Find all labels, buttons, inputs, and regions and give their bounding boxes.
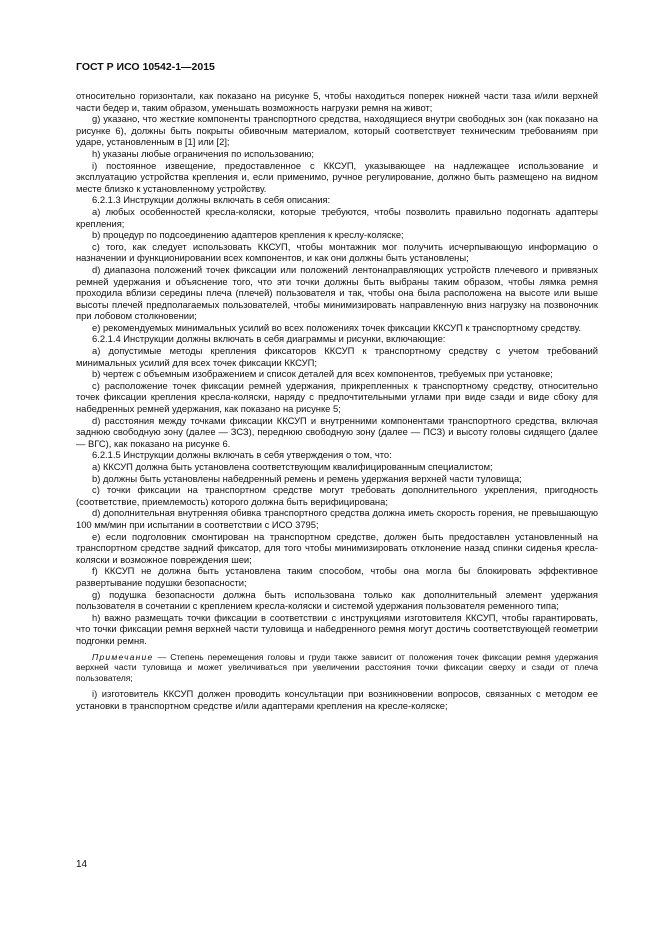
section-heading: 6.2.1.4 Инструкции должны включать в себя диаграммы и рисунки, включающие: bbox=[92, 333, 446, 345]
paragraph: d) расстояния между точками фиксации ККСУП и внутренними компонентами транспортного средства, включая заднюю свободную зону (далее — ЗСЗ), переднюю свободную зону (далее — ПСЗ) и высоту головы сидящего (далее — ВГС), как показано на рисунке 6. bbox=[76, 414, 598, 449]
paragraph: i) постоянное извещение, предоставленное с ККСУП, указывающее на надлежащее использование и эксплуатацию устройства крепления и, если применимо, ручное регулирование, должно быть размещено на видном месте близко к установленному устройству. bbox=[76, 159, 598, 194]
paragraph: g) подушка безопасности должна быть использована только как дополнительный элемент удержания пользователя в сочетании с креплением кресла-коляски и системой удержания пользователя ременного типа; bbox=[76, 588, 598, 612]
note-label: Примечание bbox=[92, 651, 154, 662]
paragraph: относительно горизонтали, как показано на рисунке 5, чтобы находиться поперек нижней части таза и/или верхней части бедер и, таким образом, уменьшать возможность нагрузки ремня на живот; bbox=[76, 90, 598, 113]
page-number: 14 bbox=[76, 859, 88, 870]
paragraph: b) чертеж с объемным изображением и список деталей для всех компонентов, требуемых при установке; bbox=[92, 368, 553, 380]
paragraph: e) если подголовник смонтирован на транспортном средстве, должен быть предоставлен установленный на транспортном средстве задний фиксатор, для того чтобы минимизировать отклонение назад спинки сиденья кресла-коляски и возможное повреждения шеи; bbox=[76, 530, 598, 565]
paragraph: c) расположение точек фиксации ремней удержания, прикрепленных к транспортному средству, относительно точек фиксации крепления кресла-коляски, наряду с предпочтительными углами при виде сзади и виде сбоку для набедренных ремней удержания, как показано на рисунке 5; bbox=[76, 379, 598, 415]
paragraph: a) любых особенностей кресла-коляски, которые требуются, чтобы позволить правильно подогнать адаптеры крепления; bbox=[76, 205, 598, 229]
document-body bbox=[76, 90, 598, 711]
paragraph: d) дополнительная внутренняя обивка транспортного средства должна иметь скорость горения, не превышающую 100 мм/мин при испытании в соответствии с ИСО 3795; bbox=[76, 507, 598, 530]
paragraph: h) важно размещать точки фиксации в соответствии с инструкциями изготовителя ККСУП, чтобы гарантировать, что точки фиксации ремня верхней части туловища и набедренного ремня могут достичь соответствующей геометрии подгонки ремня. bbox=[76, 611, 598, 646]
section-heading: 6.2.1.3 Инструкции должны включать в себя описания: bbox=[92, 194, 331, 206]
paragraph: f) ККСУП не должна быть установлена таким способом, чтобы она могла бы блокировать эффективное развертывание подушки безопасности; bbox=[76, 565, 598, 588]
paragraph: c) точки фиксации на транспортном средстве могут требовать дополнительного укрепления, пригодность (соответствие, приемлемость) которого должна быть верифицирована; bbox=[76, 484, 598, 507]
document-header: ГОСТ Р ИСО 10542-1—2015 bbox=[76, 61, 215, 73]
paragraph: g) указано, что жесткие компоненты транспортного средства, находящиеся внутри свободных зон (как показано на рисунке 6), должны быть покрыты обивочным материалом, который соответствует техническим требованиям при ударе, установленным в [1] или [2]; bbox=[76, 113, 598, 148]
paragraph: e) рекомендуемых минимальных усилий во всех положениях точек фиксации ККСУП к транспортному средству. bbox=[92, 321, 582, 333]
section-heading: 6.2.1.5 Инструкции должны включать в себя утверждения о том, что: bbox=[92, 449, 392, 461]
note-text: — Степень перемещения головы и груди также зависит от положения точек фиксации ремня удержания верхней части туловища и может увеличиваться при увеличении расстояния точки фиксации сверху и сзади от плеча пользователя; bbox=[76, 651, 598, 683]
paragraph: c) того, как следует использовать ККСУП, чтобы монтажник мог получить исчерпывающую информацию о назначении и функционировании всех компонентов, и как они должны быть установлены; bbox=[76, 240, 598, 264]
note bbox=[76, 652, 598, 684]
paragraph: b) процедур по подсоединению адаптеров крепления к креслу-коляске; bbox=[92, 229, 404, 241]
paragraph: a) ККСУП должна быть установлена соответствующим квалифицированным специалистом; bbox=[92, 461, 493, 472]
paragraph: d) диапазона положений точек фиксации или положений лентонаправляющих устройств плечевого и привязных ремней удержания и объяснение того, что эти точки должны быть выбраны таким образом, чтобы лямка ремня проходила вблизи середины плеча (плечей) пользователя и так, чтобы она была расположена на высоте или выше высоты плечей предполагаемых пользователей, чтобы минимизировать направленную вниз нагрузку на позвоночник при лобовом столкновении; bbox=[76, 263, 598, 322]
paragraph: i) изготовитель ККСУП должен проводить консультации при возникновении вопросов, связанных с методом ее установки в транспортном средстве и/или адаптерами крепления на кресле-коляске; bbox=[76, 688, 598, 711]
paragraph: a) допустимые методы крепления фиксаторов ККСУП к транспортному средству с учетом требований минимальных усилий для всех точек фиксации ККСУП; bbox=[76, 345, 598, 368]
paragraph: b) должны быть установлены набедренный ремень и ремень удержания верхней части туловища; bbox=[92, 472, 522, 484]
paragraph: h) указаны любые ограничения по использованию; bbox=[92, 147, 314, 159]
